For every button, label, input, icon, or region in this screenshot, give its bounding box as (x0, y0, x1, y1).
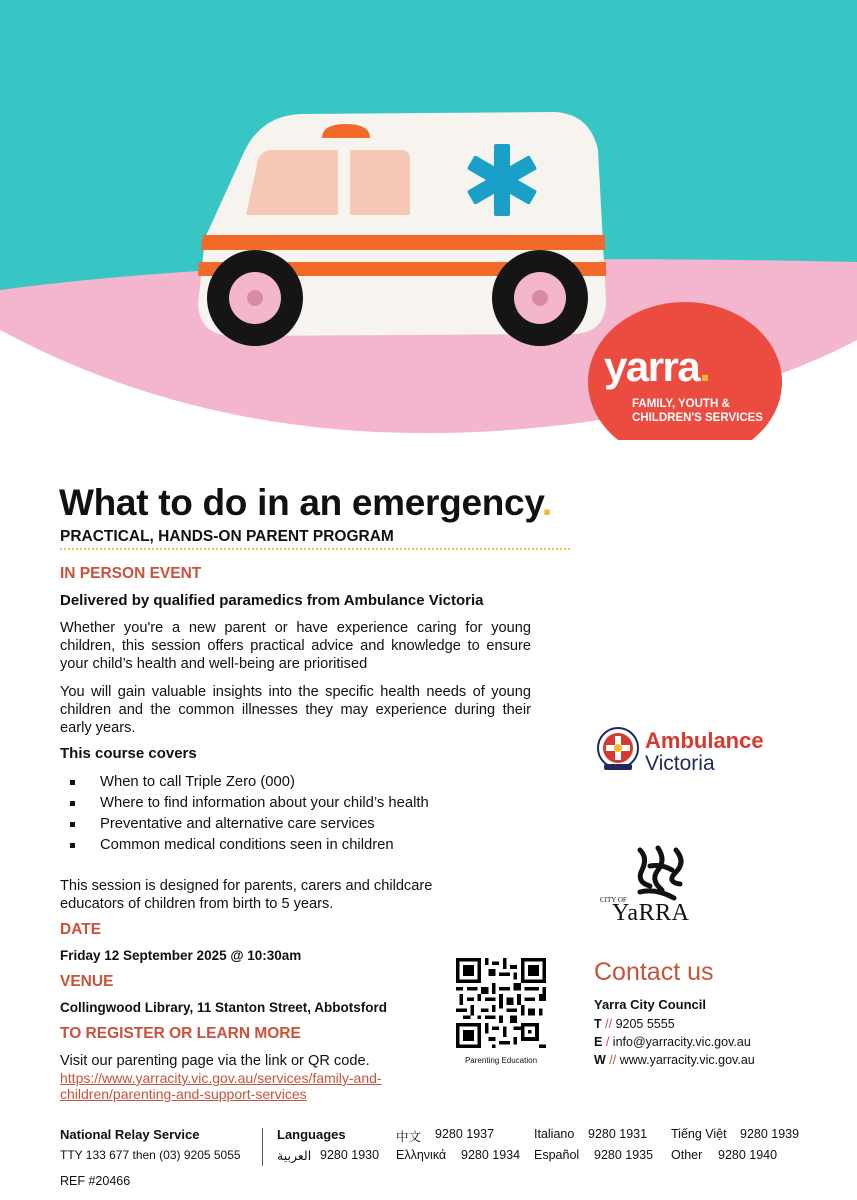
language-name: Italiano (534, 1127, 575, 1141)
covers-heading: This course covers (60, 745, 197, 762)
audience-text: This session is designed for parents, carers and childcare educators of children from birth to 5 years. (60, 878, 433, 912)
language-name: 中文 (396, 1130, 422, 1144)
language-number: 9280 1935 (594, 1148, 654, 1162)
contact-email[interactable]: E / info@yarracity.vic.gov.au (594, 1035, 751, 1049)
relay-heading: National Relay Service (60, 1127, 200, 1142)
list-item: Common medical conditions seen in children (68, 835, 429, 856)
qr-code[interactable] (456, 958, 546, 1048)
event-type-heading: IN PERSON EVENT (60, 565, 202, 582)
contact-organisation: Yarra City Council (594, 997, 706, 1012)
date-heading: DATE (60, 921, 102, 938)
ambulance-victoria-crest-icon (596, 726, 640, 774)
parenting-page-link[interactable]: https://www.yarracity.vic.gov.au/services/family-and-children/parenting-and-support-services (60, 1070, 382, 1102)
footer-divider (262, 1128, 263, 1166)
page-subtitle: PRACTICAL, HANDS-ON PARENT PROGRAM (60, 528, 394, 545)
contact-phone: T // 9205 5555 (594, 1017, 675, 1031)
qr-caption: Parenting Education (464, 1056, 538, 1065)
city-of-label: CITY OF (600, 896, 627, 904)
relay-text: TTY 133 677 then (03) 9205 5055 (60, 1148, 241, 1162)
intro-paragraph: Whether you're a new parent or have experience caring for young children, this session offers practical advice and knowledge to ensure your child’s health and well-being are prioritised (60, 620, 531, 672)
city-of-yarra-logo (600, 840, 700, 935)
insights-paragraph: You will gain valuable insights into the specific health needs of young children and the common illnesses they may experience during their early years. (60, 684, 531, 736)
language-number: 9280 1937 (435, 1127, 495, 1141)
yarra-services-badge (588, 302, 782, 440)
list-item: Preventative and alternative care services (68, 814, 429, 835)
languages-heading: Languages (277, 1127, 346, 1142)
language-name: Other (671, 1148, 703, 1162)
language-name: Tiếng Việt (671, 1127, 727, 1141)
list-item: Where to find information about your child’s health (68, 793, 429, 814)
reference-number: REF #20466 (60, 1174, 131, 1188)
language-number: 9280 1930 (320, 1148, 380, 1162)
dotted-divider (60, 548, 570, 550)
list-item: When to call Triple Zero (000) (68, 772, 429, 793)
contact-heading: Contact us (594, 958, 714, 986)
hero-banner (0, 0, 857, 440)
victoria-wordmark: Victoria (645, 752, 715, 775)
ambulance-wordmark: Ambulance (645, 728, 764, 753)
language-number: 9280 1934 (461, 1148, 521, 1162)
language-name: العربية (277, 1149, 312, 1163)
delivered-by: Delivered by qualified paramedics from Ambulance Victoria (60, 592, 484, 609)
venue-value: Collingwood Library, 11 Stanton Street, Abbotsford (60, 1000, 388, 1015)
yarra-city-wordmark: YaRRA (612, 900, 690, 926)
language-name: Español (534, 1148, 580, 1162)
yarra-wordmark: yarra. (604, 343, 710, 390)
language-number: 9280 1939 (740, 1127, 800, 1141)
venue-heading: VENUE (60, 973, 114, 990)
contact-website[interactable]: W // www.yarracity.vic.gov.au (594, 1053, 755, 1067)
language-number: 9280 1940 (718, 1148, 778, 1162)
badge-subtitle: FAMILY, YOUTH & CHILDREN'S SERVICES (632, 398, 763, 424)
covers-list (68, 772, 429, 856)
page-title: What to do in an emergency. (59, 482, 552, 523)
language-number: 9280 1931 (588, 1127, 648, 1141)
language-name: Ελληνικά (396, 1148, 447, 1162)
register-text: Visit our parenting page via the link or QR code. (60, 1053, 370, 1069)
register-heading: TO REGISTER OR LEARN MORE (60, 1025, 301, 1042)
date-value: Friday 12 September 2025 @ 10:30am (60, 948, 302, 963)
